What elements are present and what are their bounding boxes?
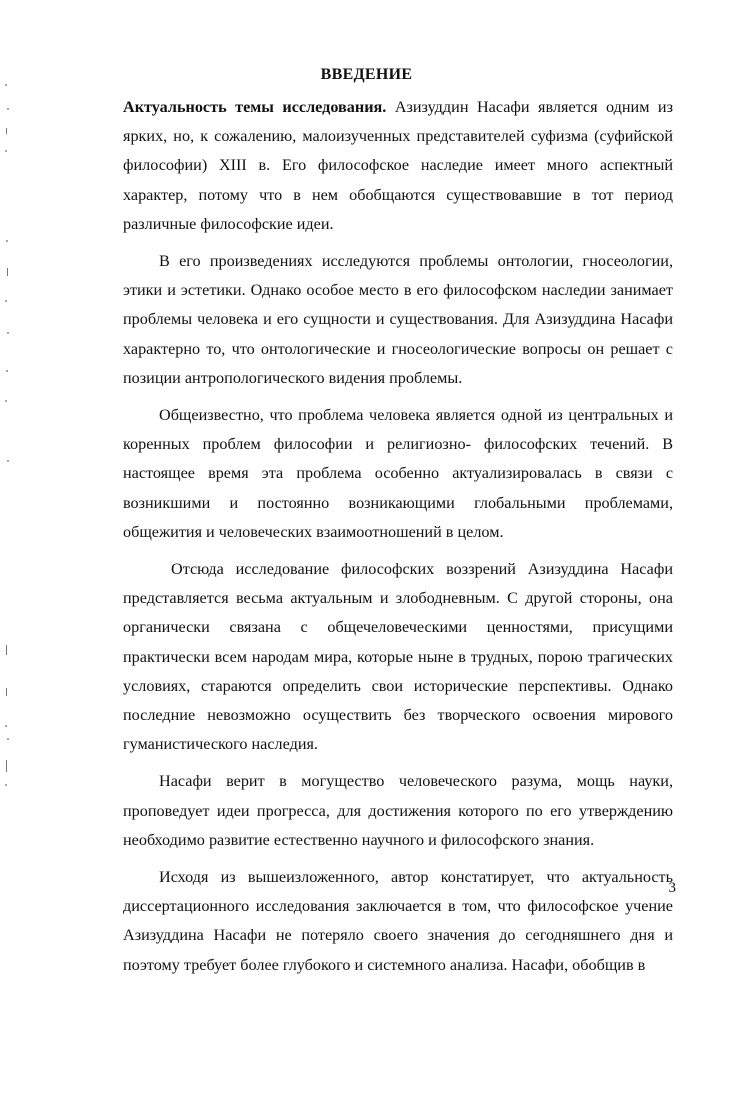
paragraph-reason: Насафи верит в могущество человеческого разума, мощь науки, проповедует идеи прогресса, для достижения которого по его утверждению необходимо развитие естественно научного и философского знания. [123,772,673,849]
document-body [123,93,673,988]
paragraph-conclusion: Исходя из вышеизложенного, автор констатирует, что актуальность диссертационного исследования заключается в том, что философское учение Азизуддина Насафи не потеряло своего значения до сегодняшнего дня и поэтому требует более глубокого и системного анализа. Насафи, обобщив в [123,868,673,974]
scan-margin-marks [2,70,12,810]
paragraph-lead-heading: Актуальность темы исследования. [123,98,387,116]
page-number: 3 [668,880,676,896]
paragraph-text: Азизуддин Насафи является одним из ярких, но, к сожалению, малоизученных представителей суфизма (суфийской философии) XIII в. Его философское наследие имеет много аспектный характер, потому что в нем обобщаются существовавшие в тот период различные философские идеи. [123,98,673,233]
paragraph-relevance [123,93,673,239]
page-title: ВВЕДЕНИЕ [320,66,413,83]
paragraph-research-relevance: Отсюда исследование философских воззрений Азизуддина Насафи представляется весьма актуальным и злободневным. С другой стороны, она органически связана с общечеловеческими ценностями, присущими практически всем народам мира, которые ныне в трудных, порою трагических условиях, стараются определить свои исторические перспективы. Однако последние невозможно осуществить без творческого освоения мирового гуманистического наследия. [123,560,673,754]
paragraph-works: В его произведениях исследуются проблемы онтологии, гносеологии, этики и эстетики. Однако особое место в его философском наследии занимает проблемы человека и его сущности и существования. Для Азизуддина Насафи характерно то, что онтологические и гносеологические вопросы он решает с позиции антропологического видения проблемы. [123,252,673,387]
paragraph-human-problem: Общеизвестно, что проблема человека является одной из центральных и коренных проблем философии и религиозно- философских течений. В настоящее время эта проблема особенно актуализировалась в связи с возникшими и постоянно возникающими глобальными проблемами, общежития и человеческих взаимоотношений в целом. [123,406,673,541]
